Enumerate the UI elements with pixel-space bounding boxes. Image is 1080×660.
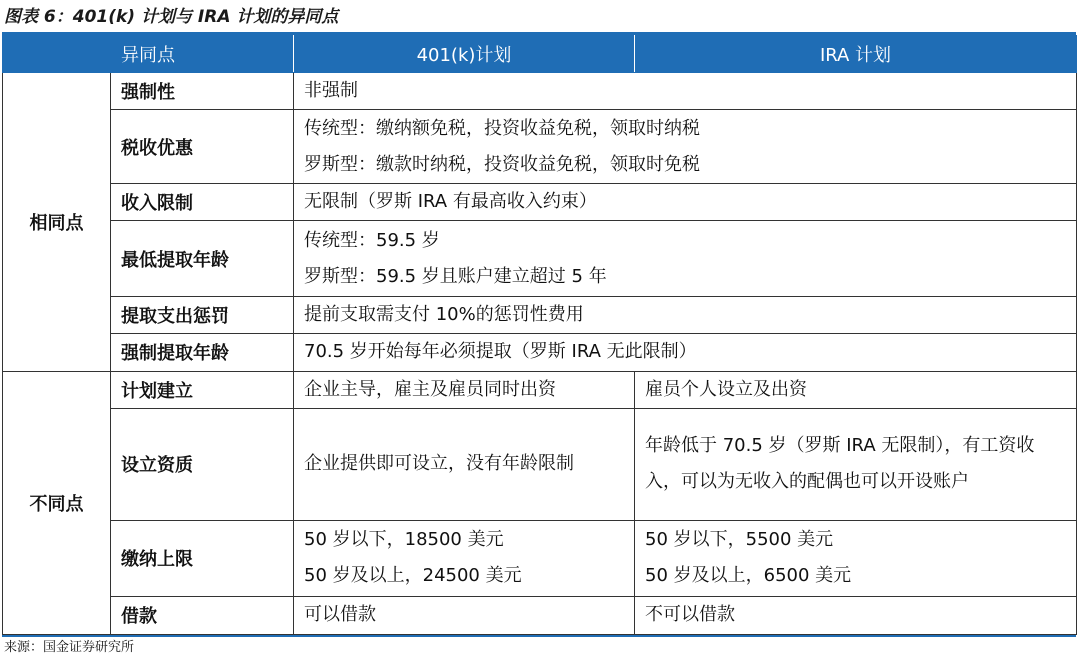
row-value	[294, 183, 1077, 220]
value-line: 可以借款	[304, 604, 376, 626]
header-row	[3, 36, 1077, 73]
value-line: 雇员个人设立及出资	[645, 378, 807, 400]
row-value	[294, 110, 1077, 184]
row-value	[294, 73, 1077, 110]
row-item: 设立资质	[111, 408, 294, 520]
value-line: 50 岁及以上，24500 美元	[304, 565, 522, 587]
value-line: 非强制	[304, 80, 358, 102]
figure-caption: 图表 6：401(k) 计划与 IRA 计划的异同点	[4, 7, 339, 27]
table-row	[3, 408, 1077, 520]
value-line: 传统型：缴纳额免税，投资收益免税，领取时纳税	[304, 117, 700, 139]
header-401k: 401(k)计划	[294, 36, 635, 73]
table-row	[3, 296, 1077, 333]
table-row	[3, 183, 1077, 220]
value-line: 50 岁及以上，6500 美元	[645, 565, 852, 587]
row-value-ira	[635, 371, 1077, 408]
row-item: 提取支出惩罚	[111, 296, 294, 333]
row-item: 强制提取年龄	[111, 334, 294, 371]
row-value-ira: 年龄低于 70.5 岁（罗斯 IRA 无限制），有工资收入，可以为无收入的配偶也可以开设账户	[635, 408, 1077, 520]
group-diff-label: 不同点	[3, 371, 111, 634]
table-row	[3, 371, 1077, 408]
value-line: 70.5 岁开始每年必须提取（罗斯 IRA 无此限制）	[304, 341, 697, 363]
row-value	[294, 296, 1077, 333]
value-line: 罗斯型：59.5 岁且账户建立超过 5 年	[304, 265, 607, 287]
table-row	[3, 110, 1077, 184]
value-line: 企业提供即可设立，没有年龄限制	[304, 453, 574, 475]
row-item: 税收优惠	[111, 110, 294, 184]
value-line: 50 岁以下，5500 美元	[645, 529, 834, 551]
row-value-401k	[294, 596, 635, 634]
row-item: 强制性	[111, 73, 294, 110]
value-line: 传统型：59.5 岁	[304, 229, 440, 251]
row-value-ira	[635, 520, 1077, 596]
row-value-401k	[294, 371, 635, 408]
row-value-ira	[635, 596, 1077, 634]
row-value-401k	[294, 520, 635, 596]
value-line: 50 岁以下，18500 美元	[304, 529, 504, 551]
header-aspect: 异同点	[3, 36, 294, 73]
table-row	[3, 520, 1077, 596]
row-item: 缴纳上限	[111, 520, 294, 596]
value-line: 企业主导，雇主及雇员同时出资	[304, 378, 556, 400]
value-line: 罗斯型：缴款时纳税，投资收益免税，领取时免税	[304, 153, 700, 175]
row-item: 借款	[111, 596, 294, 634]
table-row	[3, 73, 1077, 110]
row-value-401k	[294, 408, 635, 520]
value-line: 无限制（罗斯 IRA 有最高收入约束）	[304, 191, 597, 213]
source-note: 来源：国金证券研究所	[4, 640, 135, 655]
value-line: 不可以借款	[645, 604, 735, 626]
row-value	[294, 221, 1077, 297]
row-item: 计划建立	[111, 371, 294, 408]
table-row	[3, 334, 1077, 371]
bottom-rule	[2, 635, 1076, 637]
row-item: 最低提取年龄	[111, 221, 294, 297]
comparison-table	[2, 35, 1077, 635]
table-row	[3, 221, 1077, 297]
row-item: 收入限制	[111, 183, 294, 220]
table-row	[3, 596, 1077, 634]
group-same-label: 相同点	[3, 73, 111, 372]
row-value	[294, 334, 1077, 371]
header-ira: IRA 计划	[635, 36, 1077, 73]
value-line: 提前支取需支付 10%的惩罚性费用	[304, 304, 584, 326]
